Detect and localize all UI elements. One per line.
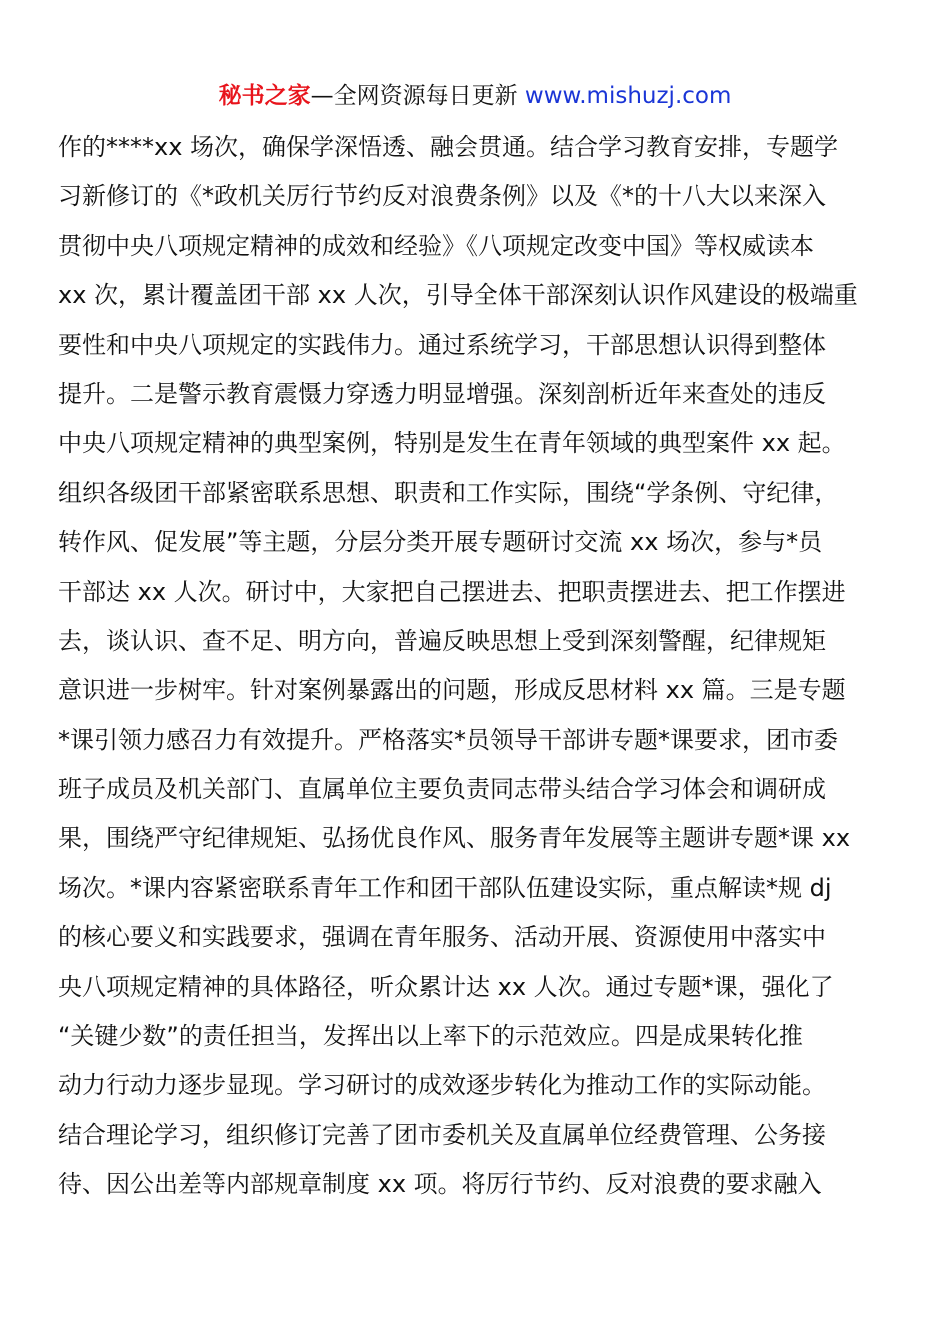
text-line: xx 次，累计覆盖团干部 xx 人次，引导全体干部深刻认识作风建设的极端重	[58, 281, 858, 310]
text-line: 作的****xx 场次，确保学深悟透、融会贯通。结合学习教育安排，专题学	[58, 133, 839, 161]
text-line: 动力行动力逐步显现。学习研讨的成效逐步转化为推动工作的实际动能。	[58, 1071, 826, 1100]
text-line: *课引领力感召力有效提升。严格落实*员领导干部讲专题*课要求，团市委	[58, 725, 838, 754]
text-line: 的核心要义和实践要求，强调在青年服务、活动开展、资源使用中落实中	[58, 923, 826, 952]
text-line: 意识进一步树牢。针对案例暴露出的问题，形成反思材料 xx 篇。三是专题	[58, 676, 846, 705]
text-line: 央八项规定精神的具体路径，听众累计达 xx 人次。通过专题*课，强化了	[58, 972, 834, 1001]
text-line: 转作风、促发展”等主题，分层分类开展专题研讨交流 xx 场次，参与*员	[58, 528, 823, 557]
text-line: 班子成员及机关部门、直属单位主要负责同志带头结合学习体会和调研成	[58, 775, 826, 804]
text-line: 去，谈认识、查不足、明方向，普遍反映思想上受到深刻警醒，纪律规矩	[58, 626, 826, 655]
document-body	[58, 123, 898, 1210]
text-line: 习新修订的《*政机关厉行节约反对浪费条例》以及《*的十八大以来深入	[58, 182, 826, 211]
text-line: 待、因公出差等内部规章制度 xx 项。将厉行节约、反对浪费的要求融入	[58, 1170, 822, 1199]
site-url-link[interactable]: www.mishuzj.com	[524, 83, 732, 109]
text-line: 提升。二是警示教育震慑力穿透力明显增强。深刻剖析近年来查处的违反	[58, 379, 826, 408]
text-line: 果，围绕严守纪律规矩、弘扬优良作风、服务青年发展等主题讲专题*课 xx	[58, 824, 851, 853]
text-line: 结合理论学习，组织修订完善了团市委机关及直属单位经费管理、公务接	[58, 1120, 826, 1149]
site-header	[0, 80, 950, 112]
site-tagline: —全网资源每日更新	[310, 83, 518, 109]
text-line: 场次。*课内容紧密联系青年工作和团干部队伍建设实际，重点解读*规 dj	[58, 873, 832, 902]
text-line: 组织各级团干部紧密联系思想、职责和工作实际，围绕“学条例、守纪律，	[58, 478, 839, 507]
site-brand: 秘书之家	[218, 83, 311, 109]
text-line: 要性和中央八项规定的实践伟力。通过系统学习，干部思想认识得到整体	[58, 330, 826, 359]
text-line: 中央八项规定精神的典型案例，特别是发生在青年领域的典型案件 xx 起。	[58, 429, 846, 458]
text-line: “关键少数”的责任担当，发挥出以上率下的示范效应。四是成果转化推	[58, 1022, 803, 1051]
text-line: 贯彻中央八项规定精神的成效和经验》《八项规定改变中国》等权威读本	[58, 231, 814, 260]
text-line: 干部达 xx 人次。研讨中，大家把自己摆进去、把职责摆进去、把工作摆进	[58, 577, 846, 606]
